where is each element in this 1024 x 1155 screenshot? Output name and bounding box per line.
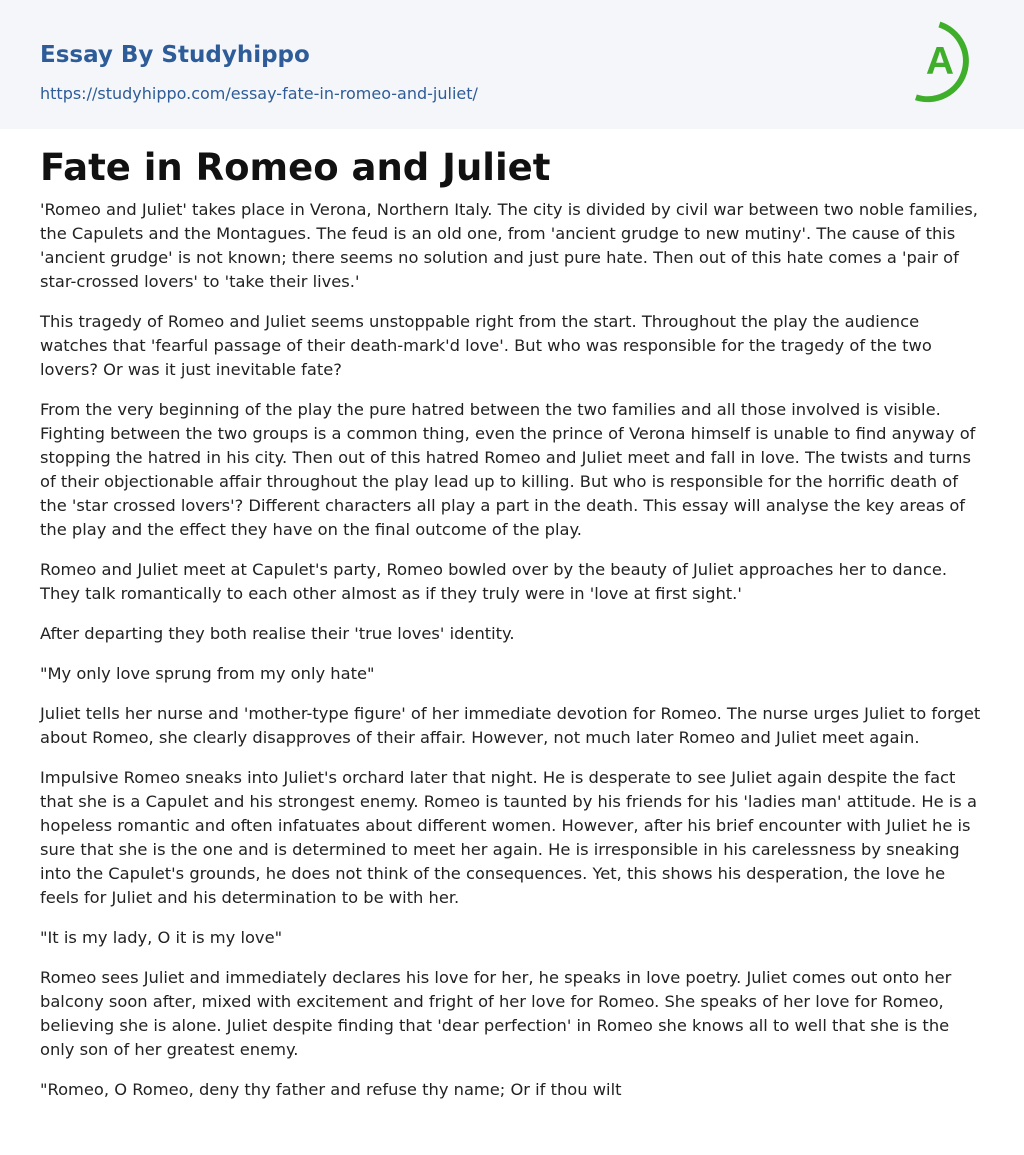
essay-quote: "It is my lady, O it is my love" bbox=[40, 928, 283, 947]
site-header bbox=[0, 0, 1024, 129]
brand-title[interactable]: Essay By Studyhippo bbox=[40, 42, 310, 68]
essay-paragraph: Romeo and Juliet meet at Capulet's party, Romeo bowled over by the beauty of Juliet approaches her to dance. They talk romantically to each other almost as if they truly were in 'love at first sight.' bbox=[40, 560, 948, 603]
studyhippo-logo-icon[interactable] bbox=[912, 19, 988, 105]
essay-paragraph: Romeo sees Juliet and immediately declares his love for her, he speaks in love poetry. Juliet comes out onto her balcony soon after, mixed with excitement and fright of her love for Romeo. She speaks of her love for Romeo, believing she is alone. Juliet despite finding that 'dear perfection' in Romeo she knows all to well that she is the only son of her greatest enemy. bbox=[40, 968, 952, 1059]
essay-paragraph: 'Romeo and Juliet' takes place in Verona, Northern Italy. The city is divided by civil war between two noble families, the Capulets and the Montagues. The feud is an old one, from 'ancient grudge to new mutiny'. The cause of this 'ancient grudge' is not known; there seems no solution and just pure hate. Then out of this hate comes a 'pair of star-crossed lovers' to 'take their lives.' bbox=[40, 200, 978, 291]
essay-title: Fate in Romeo and Juliet bbox=[40, 146, 551, 189]
essay-paragraph: From the very beginning of the play the pure hatred between the two families and all those involved is visible. Fighting between the two groups is a common thing, even the prince of Verona himself is unable to find anyway of stopping the hatred in his city. Then out of this hatred Romeo and Juliet meet and fall in love. The twists and turns of their objectionable affair throughout the play lead up to killing. But who is responsible for the horrific death of the 'star crossed lovers'? Different characters all play a part in the death. This essay will analyse the key areas of the play and the effect they have on the final outcome of the play. bbox=[40, 400, 976, 539]
svg-text:A: A bbox=[925, 40, 955, 83]
essay-url-link[interactable]: https://studyhippo.com/essay-fate-in-romeo-and-juliet/ bbox=[40, 84, 478, 103]
essay-paragraph: Impulsive Romeo sneaks into Juliet's orchard later that night. He is desperate to see Juliet again despite the fact that she is a Capulet and his strongest enemy. Romeo is taunted by his friends for his 'ladies man' attitude. He is a hopeless romantic and often infatuates about different women. However, after his brief encounter with Juliet he is sure that she is the one and is determined to meet her again. He is irresponsible in his carelessness by sneaking into the Capulet's grounds, he does not think of the consequences. Yet, this shows his desperation, the love he feels for Juliet and his determination to be with her. bbox=[40, 768, 977, 907]
essay-quote: "Romeo, O Romeo, deny thy father and refuse thy name; Or if thou wilt bbox=[40, 1080, 622, 1099]
essay-paragraph: This tragedy of Romeo and Juliet seems unstoppable right from the start. Throughout the play the audience watches that 'fearful passage of their death-mark'd love'. But who was responsible for the tragedy of the two lovers? Or was it just inevitable fate? bbox=[40, 312, 932, 379]
essay-paragraph: After departing they both realise their 'true loves' identity. bbox=[40, 624, 515, 643]
essay-paragraph: Juliet tells her nurse and 'mother-type figure' of her immediate devotion for Romeo. The nurse urges Juliet to forget about Romeo, she clearly disapproves of their affair. However, not much later Romeo and Juliet meet again. bbox=[40, 704, 981, 747]
essay-content bbox=[40, 146, 986, 1118]
essay-quote: "My only love sprung from my only hate" bbox=[40, 664, 375, 683]
